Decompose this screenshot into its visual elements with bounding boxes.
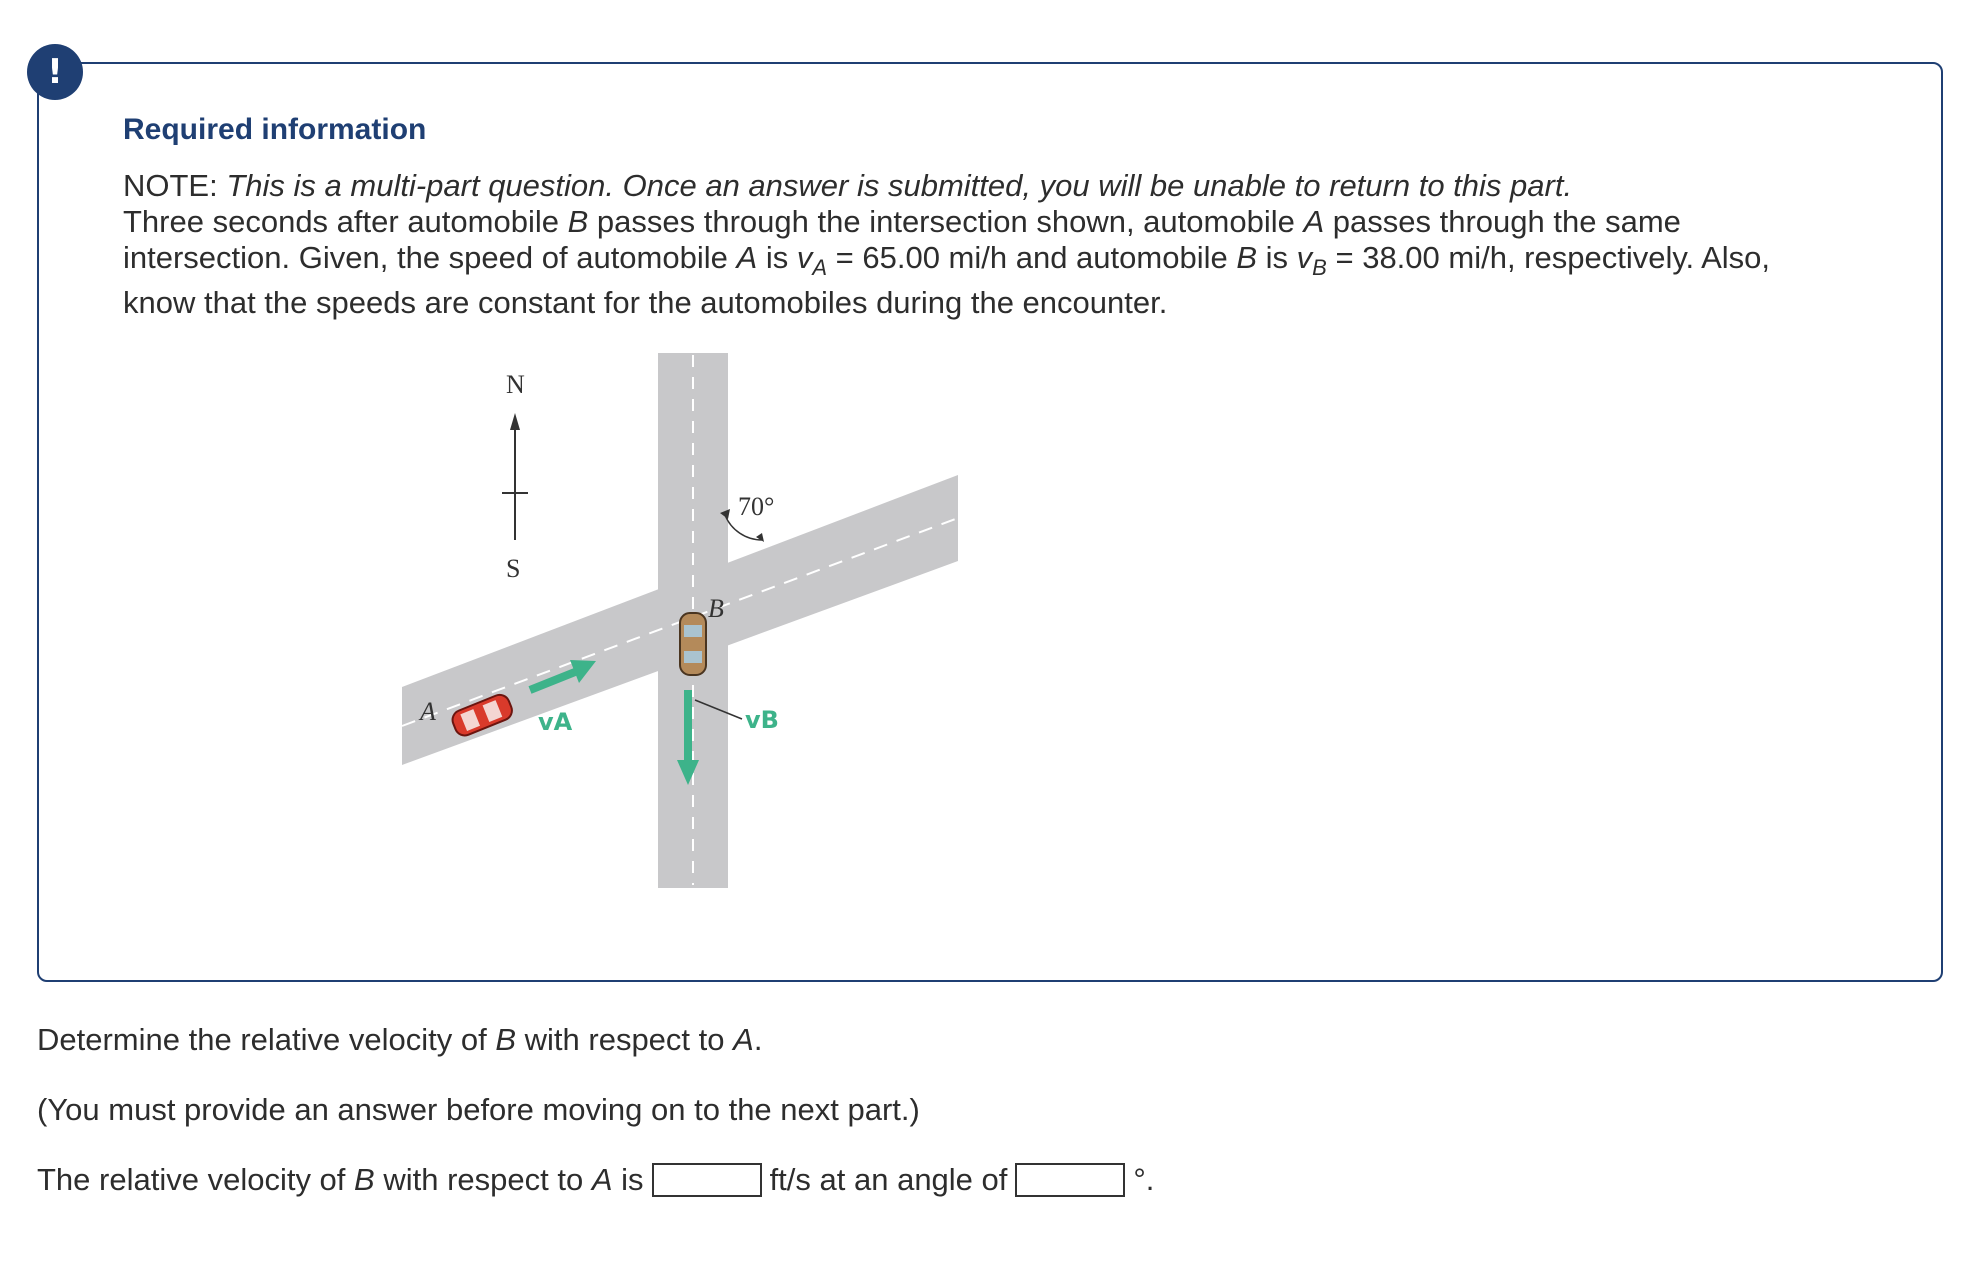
required-info-title: Required information: [123, 113, 427, 146]
speed-a-text: = 65.00 mi/h and automobile: [835, 240, 1228, 275]
car-b-label: B: [708, 594, 724, 623]
text-fragment: Three seconds after automobile: [123, 204, 559, 239]
text-fragment: is: [621, 1162, 644, 1197]
text-fragment: is: [1265, 240, 1289, 275]
car-a-label: A: [420, 697, 436, 726]
angle-input[interactable]: [1015, 1163, 1125, 1197]
text-fragment: The relative velocity of: [37, 1162, 346, 1197]
note-label: NOTE:: [123, 168, 218, 203]
south-label: S: [506, 554, 521, 583]
var-b: B: [1236, 240, 1258, 275]
va-label: vA: [538, 708, 573, 736]
text-fragment: with respect to: [524, 1022, 725, 1057]
text-fragment: intersection. Given, the speed of automobile: [123, 240, 728, 275]
problem-line-3: know that the speeds are constant for the automobiles during the encounter.: [123, 285, 1168, 320]
text-fragment: .: [753, 1022, 763, 1057]
text-fragment: is: [765, 240, 789, 275]
var-a: A: [1303, 204, 1325, 239]
angle-label: 70°: [738, 492, 775, 521]
compass-arrow-icon: [510, 413, 520, 430]
question-1: [37, 1022, 762, 1058]
answer-line: [37, 1162, 1154, 1198]
car-b: [680, 613, 706, 675]
problem-statement: [123, 168, 1903, 321]
intersection-figure: [390, 345, 970, 895]
var-b: B: [567, 204, 589, 239]
var-b: B: [495, 1022, 517, 1057]
problem-line-2: [123, 240, 1903, 279]
text-fragment: Determine the relative velocity of: [37, 1022, 487, 1057]
subscript-a: A: [812, 255, 828, 280]
car-b-window: [684, 625, 702, 637]
exclamation-glyph: !: [47, 52, 63, 92]
exclamation-icon: [27, 44, 83, 100]
var-v: v: [796, 240, 813, 275]
note-line: [123, 168, 1903, 204]
var-b: B: [354, 1162, 375, 1197]
question-2: (You must provide an answer before moving on to the next part.): [37, 1092, 920, 1127]
unit-text: ft/s at an angle of: [769, 1162, 1008, 1197]
north-label: N: [506, 370, 525, 399]
var-a: A: [733, 1022, 754, 1057]
text-fragment: passes through the same: [1332, 204, 1681, 239]
var-a: A: [591, 1162, 613, 1197]
subscript-b: B: [1312, 255, 1327, 280]
degree-text: °.: [1133, 1162, 1155, 1197]
note-text: This is a multi-part question. Once an answer is submitted, you will be unable to return to this part.: [226, 168, 1573, 203]
text-fragment: with respect to: [383, 1162, 584, 1197]
var-v: v: [1296, 240, 1313, 275]
speed-b-text: = 38.00 mi/h, respectively. Also,: [1335, 240, 1770, 275]
velocity-input[interactable]: [652, 1163, 762, 1197]
var-a: A: [736, 240, 758, 275]
problem-line-1: [123, 204, 1903, 240]
car-b-window: [684, 651, 702, 663]
vb-label: vB: [745, 706, 779, 734]
text-fragment: passes through the intersection shown, automobile: [596, 204, 1295, 239]
